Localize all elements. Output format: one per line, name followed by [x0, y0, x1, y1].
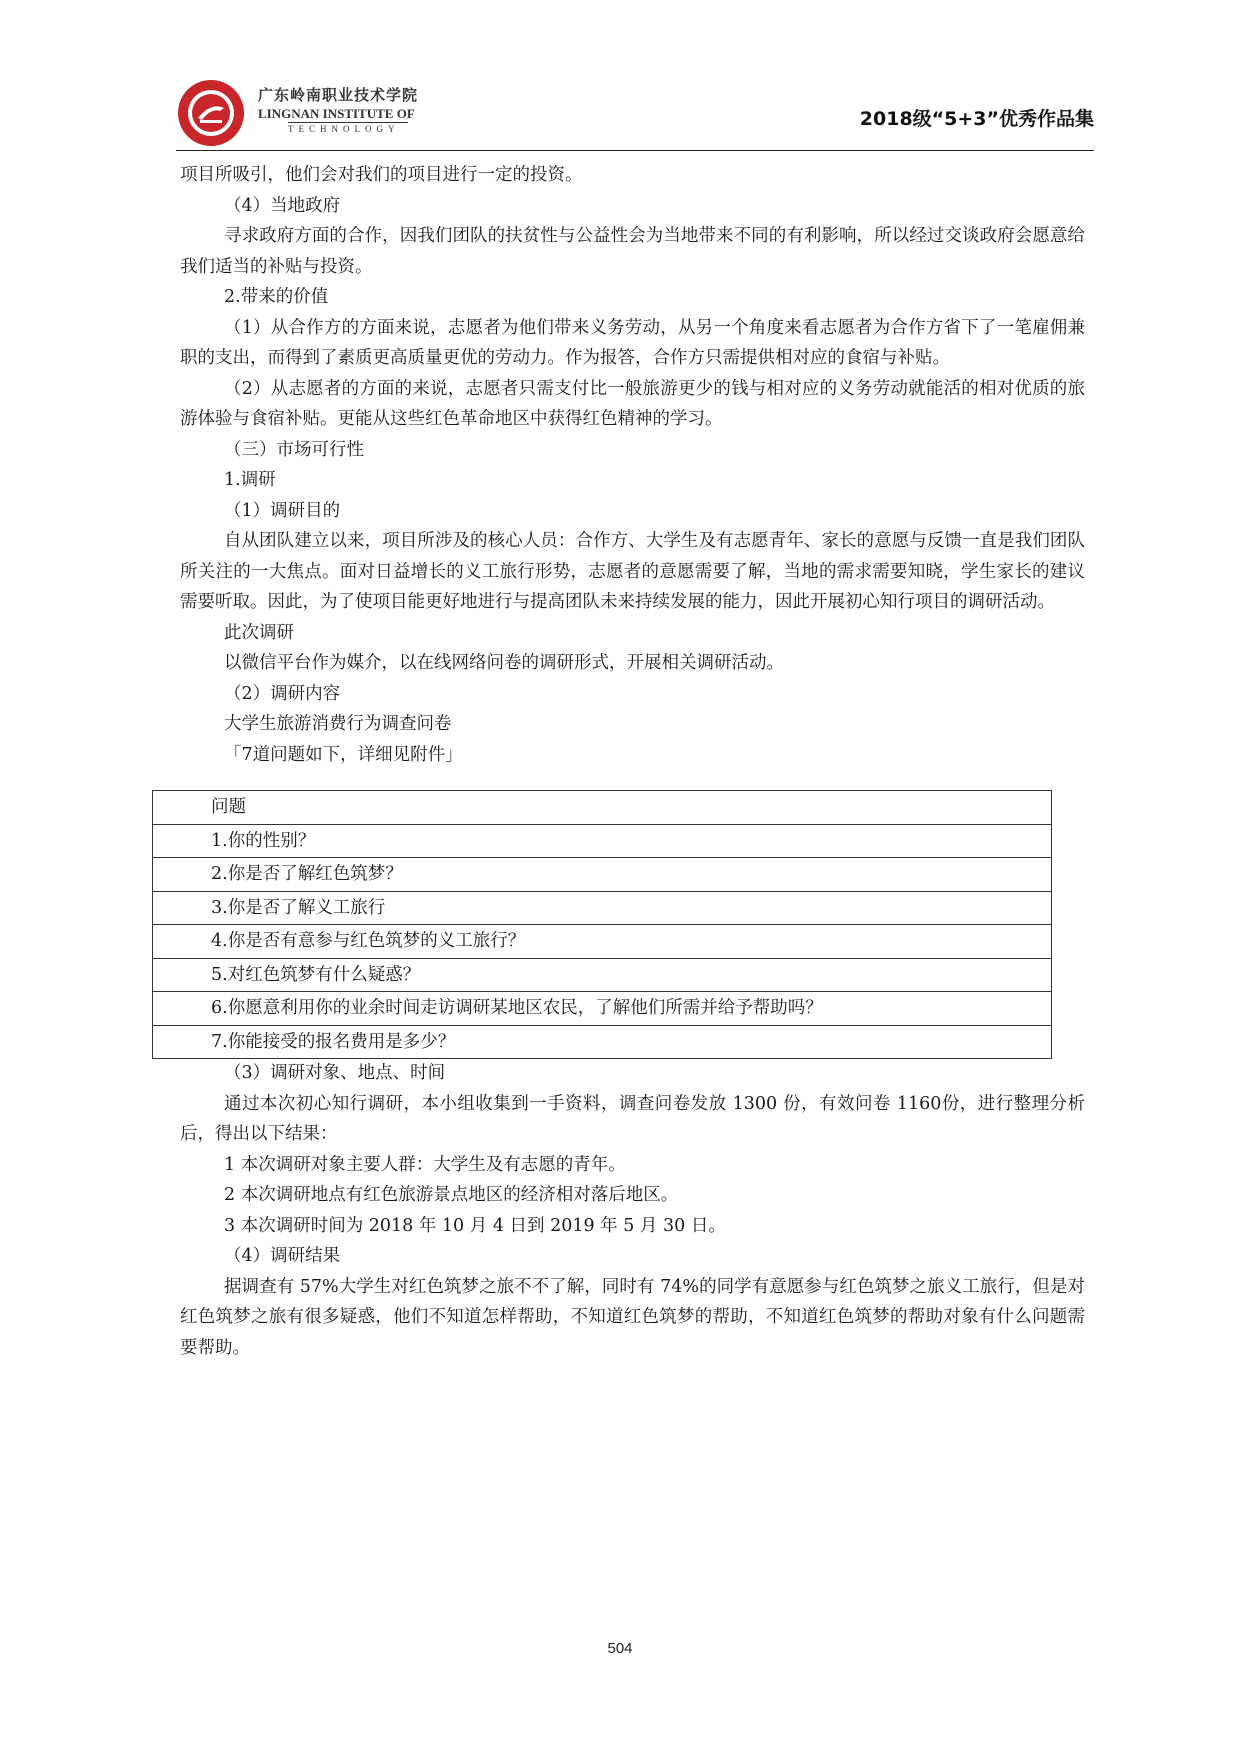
subheading: （1）调研目的 — [224, 500, 341, 521]
section-heading: （三）市场可行性 — [224, 439, 364, 460]
paragraph: （1）从合作方的方面来说，志愿者为他们带来义务劳动，从另一个角度来看志愿者为合作方省下了一笔雇佣兼职的支出，而得到了素质更高质量更优的劳动力。作为报答，合作方只需提供相对应的食宿与补贴。 — [180, 317, 1085, 368]
table-row — [153, 958, 1052, 992]
table-cell: 3.你是否了解义工旅行 — [153, 891, 1052, 925]
school-logo-icon — [176, 78, 246, 148]
paragraph: 自从团队建立以来，项目所涉及的核心人员：合作方、大学生及有志愿青年、家长的意愿与反馈一直是我们团队所关注的一大焦点。面对日益增长的义工旅行形势，志愿者的意愿需要了解，当地的需求需要知晓，学生家长的建议需要听取。因此，为了使项目能更好地进行与提高团队未来持续发展的能力，因此开展初心知行项目的调研活动。 — [180, 531, 1085, 612]
list-item: 2 本次调研地点有红色旅游景点地区的经济相对落后地区。 — [224, 1185, 679, 1205]
paragraph: （2）从志愿者的方面的来说，志愿者只需支付比一般旅游更少的钱与相对应的义务劳动就能活的相对优质的旅游体验与食宿补贴。更能从这些红色革命地区中获得红色精神的学习。 — [180, 378, 1085, 429]
table-cell: 5.对红色筑梦有什么疑惑？ — [153, 958, 1052, 992]
table-header-cell: 问题 — [153, 791, 1052, 825]
table-cell: 7.你能接受的报名费用是多少？ — [153, 1025, 1052, 1059]
table-row — [153, 925, 1052, 959]
table-cell: 2.你是否了解红色筑梦？ — [153, 858, 1052, 892]
table-cell: 4.你是否有意参与红色筑梦的义工旅行？ — [153, 925, 1052, 959]
paragraph: 「7道问题如下，详细见附件」 — [224, 744, 463, 765]
paragraph: 此次调研 — [224, 622, 294, 643]
subheading: （2）调研内容 — [224, 683, 341, 704]
question-table — [152, 790, 1052, 1059]
table-row — [153, 824, 1052, 858]
table-row — [153, 858, 1052, 892]
subheading: （3）调研对象、地点、时间 — [224, 1063, 446, 1083]
table-row — [153, 1025, 1052, 1059]
list-item: 1 本次调研对象主要人群：大学生及有志愿的青年。 — [224, 1154, 626, 1175]
list-item: 3 本次调研时间为 2018 年 10 月 4 日到 2019 年 5 月 30 日。 — [224, 1215, 726, 1236]
table-header-row — [153, 791, 1052, 825]
table-row — [153, 891, 1052, 925]
subheading: （4）当地政府 — [224, 195, 341, 216]
table-row — [153, 992, 1052, 1026]
paragraph: 据调查有 57%大学生对红色筑梦之旅不不了解，同时有 74%的同学有意愿参与红色筑梦之旅义工旅行，但是对红色筑梦之旅有很多疑惑，他们不知道怎样帮助，不知道红色筑梦的帮助，不知道红色筑梦的帮助对象有什么问题需要帮助。 — [180, 1276, 1085, 1358]
school-name-cn: 广东岭南职业技术学院 — [258, 86, 419, 104]
school-name-en: LINGNAN INSTITUTE OF — [258, 106, 415, 121]
paragraph: 项目所吸引，他们会对我们的项目进行一定的投资。 — [180, 165, 583, 185]
body-text-top — [180, 160, 1085, 770]
body-text-bottom — [180, 1058, 1085, 1363]
subheading: （4）调研结果 — [224, 1246, 341, 1266]
school-name — [258, 84, 418, 134]
table-cell: 1.你的性别？ — [153, 824, 1052, 858]
paragraph: 以微信平台作为媒介，以在线网络问卷的调研形式，开展相关调研活动。 — [224, 653, 784, 673]
collection-title: 2018级“5+3”优秀作品集 — [859, 108, 1094, 130]
paragraph: 寻求政府方面的合作，因我们团队的扶贫性与公益性会为当地带来不同的有利影响，所以经过交谈政府会愿意给我们适当的补贴与投资。 — [180, 226, 1085, 277]
paragraph: 大学生旅游消费行为调查问卷 — [224, 714, 452, 734]
subheading: 1.调研 — [224, 470, 276, 490]
school-name-en-sub: TECHNOLOGY — [288, 122, 408, 134]
subheading: 2.带来的价值 — [224, 287, 329, 307]
paragraph: 通过本次初心知行调研，本小组收集到一手资料，调查问卷发放 1300 份，有效问卷 1160份，进行整理分析后，得出以下结果： — [180, 1093, 1085, 1144]
page-number: 504 — [607, 1640, 633, 1657]
page-header — [176, 78, 1094, 151]
table-cell: 6.你愿意利用你的业余时间走访调研某地区农民，了解他们所需并给予帮助吗？ — [153, 992, 1052, 1026]
